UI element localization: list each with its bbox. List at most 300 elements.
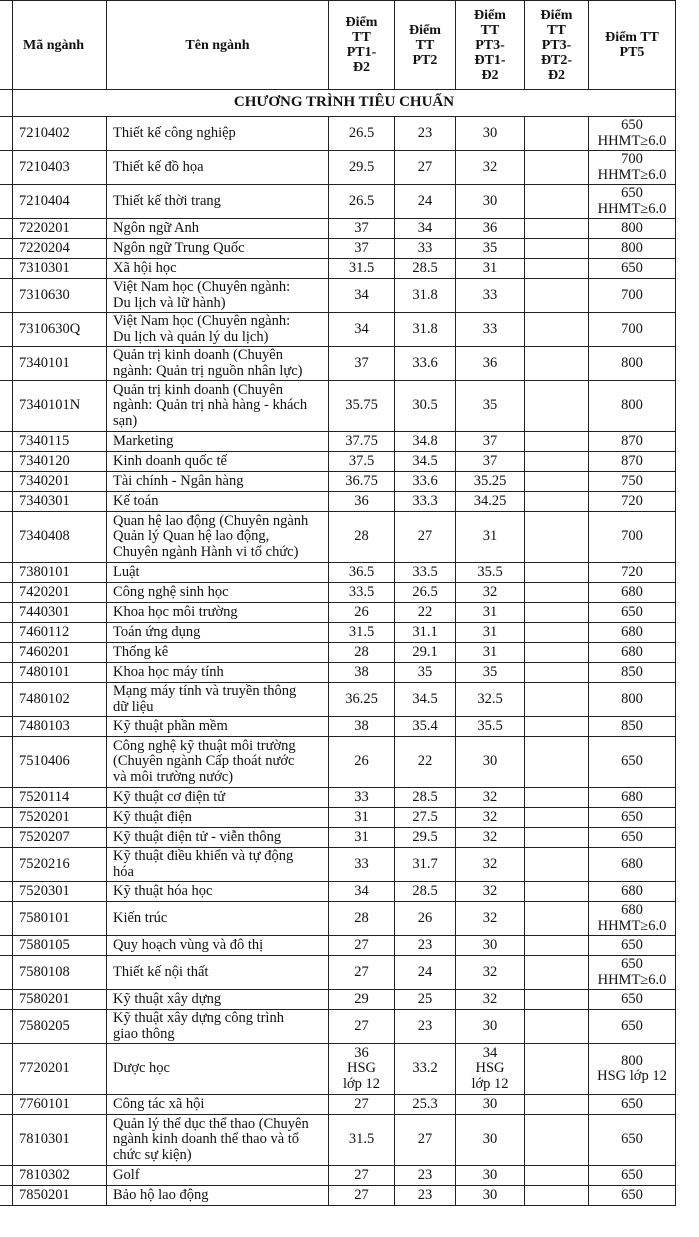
row-pt5 [589,185,676,219]
text-line: 750 [621,472,643,489]
text-line: 27 [354,1166,369,1183]
row-pt3-dt2 [525,239,589,259]
text-line: 680 [621,902,643,918]
row-pt3-dt2 [525,1186,589,1206]
row-name [107,381,329,432]
row-pt3-dt2 [525,563,589,583]
row-name [107,717,329,737]
row-pt5 [589,882,676,902]
row-stub [0,347,13,381]
text-line: 37.75 [345,432,378,449]
row-code: 7340201 [13,472,107,492]
text-line: 37 [354,354,369,371]
table-row [0,381,676,432]
row-pt3-dt1 [456,563,525,583]
row-pt2: 27.5 [395,808,456,828]
row-pt5 [589,623,676,643]
header-stub [0,1,13,90]
text-line: Điểm TT [605,30,659,45]
row-code: 7310630 [13,279,107,313]
text-line: Du lịch và quản lý du lịch) [113,328,269,345]
table-row [0,472,676,492]
row-pt1 [329,1115,395,1166]
row-stub [0,663,13,683]
text-line: 37 [354,219,369,236]
text-line: và môi trường nước) [113,768,234,785]
text-line: 700 [621,286,643,303]
text-line: 32 [482,158,498,175]
row-stub [0,432,13,452]
row-name [107,347,329,381]
row-name [107,313,329,347]
row-code: 7760101 [13,1095,107,1115]
row-pt5 [589,643,676,663]
row-pt3-dt2 [525,432,589,452]
text-line: 26 [354,753,369,770]
row-pt2: 28.5 [395,788,456,808]
row-pt3-dt1 [456,663,525,683]
row-pt2: 33.2 [395,1044,456,1095]
text-line: 30 [482,1095,498,1112]
row-stub [0,623,13,643]
table-row [0,185,676,219]
row-pt3-dt1 [456,808,525,828]
row-stub [0,683,13,717]
row-name [107,492,329,512]
row-pt3-dt2 [525,663,589,683]
row-pt1 [329,381,395,432]
row-pt5 [589,1044,676,1095]
row-code: 7520201 [13,808,107,828]
row-stub [0,452,13,472]
row-pt1 [329,313,395,347]
row-name [107,882,329,902]
row-stub [0,472,13,492]
row-pt3-dt2 [525,347,589,381]
text-line: Kỹ thuật xây dựng [113,990,222,1007]
row-pt1 [329,239,395,259]
text-line: Kỹ thuật điều khiển và tự động [113,848,294,864]
row-code: 7460112 [13,623,107,643]
text-line: Việt Nam học (Chuyên ngành: [113,279,291,295]
header-code: Mã ngành [13,1,107,90]
text-line: 37 [482,432,498,449]
text-line: 28 [354,528,369,545]
row-pt3-dt1 [456,259,525,279]
row-pt3-dt2 [525,848,589,882]
text-line: 800 [621,1052,643,1069]
text-line: Tài chính - Ngân hàng [113,472,244,489]
text-line: 31.5 [348,259,375,276]
row-pt5 [589,663,676,683]
row-pt2: 27 [395,512,456,563]
row-code: 7580101 [13,902,107,936]
row-pt2: 26 [395,902,456,936]
row-pt3-dt2 [525,512,589,563]
text-line: 32 [482,855,498,872]
text-line: 32 [482,990,498,1007]
header-pt2 [395,1,456,90]
row-pt3-dt1 [456,1166,525,1186]
row-pt3-dt2 [525,990,589,1010]
row-name [107,1186,329,1206]
text-line: 31 [482,603,498,620]
row-name [107,1166,329,1186]
text-line: Du lịch và lữ hành) [113,294,226,311]
row-code: 7340101N [13,381,107,432]
text-line: Thống kê [113,643,169,660]
text-line: 650 [621,936,643,953]
text-line: Thiết kế thời trang [113,192,221,209]
row-pt2: 27 [395,1115,456,1166]
text-line: 31 [482,623,498,640]
row-pt3-dt1 [456,788,525,808]
row-pt3-dt1 [456,492,525,512]
row-pt5 [589,432,676,452]
row-pt2: 35.4 [395,717,456,737]
row-code: 7520216 [13,848,107,882]
table-row [0,347,676,381]
header-pt1 [329,1,395,90]
row-stub [0,563,13,583]
text-line: Công nghệ sinh học [113,583,229,600]
row-stub [0,239,13,259]
text-line: 33 [354,788,369,805]
row-stub [0,1166,13,1186]
row-pt2: 28.5 [395,259,456,279]
row-pt1 [329,643,395,663]
text-line: 35 [482,397,498,414]
text-line: 800 [621,690,643,707]
row-code: 7580105 [13,936,107,956]
row-pt2: 28.5 [395,882,456,902]
text-line: 28 [354,643,369,660]
row-name [107,219,329,239]
text-line: 870 [621,432,643,449]
row-name [107,848,329,882]
text-line: ĐT1- [474,52,506,68]
section-stub [0,90,13,117]
text-line: Công nghệ kỹ thuật môi trường [113,737,296,754]
row-pt1 [329,683,395,717]
row-pt3-dt1 [456,219,525,239]
row-pt2: 34.8 [395,432,456,452]
row-pt3-dt2 [525,583,589,603]
row-name [107,788,329,808]
row-stub [0,1115,13,1166]
row-pt3-dt1 [456,239,525,259]
row-name [107,623,329,643]
row-stub [0,882,13,902]
row-pt3-dt2 [525,603,589,623]
text-line: hóa [113,863,134,880]
text-line: 680 [621,855,643,872]
text-line: 27 [354,936,369,953]
row-pt1 [329,492,395,512]
row-pt5 [589,583,676,603]
row-code: 7210404 [13,185,107,219]
text-line: Điểm [540,7,573,23]
row-code: 7480103 [13,717,107,737]
header-pt3-dt2 [525,1,589,90]
row-pt5 [589,828,676,848]
row-code: 7310301 [13,259,107,279]
row-stub [0,828,13,848]
text-line: 36.75 [345,472,378,489]
row-name [107,452,329,472]
row-pt3-dt1 [456,432,525,452]
row-pt1 [329,279,395,313]
row-stub [0,717,13,737]
row-pt5 [589,990,676,1010]
table-row [0,623,676,643]
row-pt1 [329,717,395,737]
row-pt5 [589,239,676,259]
row-pt3-dt1 [456,185,525,219]
row-pt2: 31.7 [395,848,456,882]
text-line: 650 [621,828,643,845]
row-pt1 [329,185,395,219]
text-line: 36 [482,219,498,236]
row-pt3-dt2 [525,259,589,279]
row-pt1 [329,1095,395,1115]
row-pt5 [589,1186,676,1206]
table-row [0,279,676,313]
row-pt3-dt1 [456,717,525,737]
text-line: 31.5 [348,623,375,640]
text-line: Kỹ thuật điện [113,808,192,825]
row-pt2: 33.5 [395,563,456,583]
row-pt3-dt2 [525,151,589,185]
text-line: 31 [482,259,498,276]
row-name [107,936,329,956]
row-stub [0,185,13,219]
row-code: 7520207 [13,828,107,848]
text-line: 30 [482,936,498,953]
row-pt3-dt2 [525,472,589,492]
row-code: 7340301 [13,492,107,512]
row-pt3-dt1 [456,1115,525,1166]
text-line: HHMT≥6.0 [597,917,667,934]
row-pt1 [329,990,395,1010]
header-row [0,1,676,90]
text-line: 29.5 [348,158,375,175]
table-row [0,643,676,663]
text-line: PT2 [412,52,438,68]
row-pt1 [329,1166,395,1186]
table-row [0,717,676,737]
row-name [107,259,329,279]
row-pt2: 25 [395,990,456,1010]
text-line: HSG [346,1060,376,1077]
row-pt1 [329,936,395,956]
row-stub [0,956,13,990]
row-pt1 [329,219,395,239]
text-line: 30 [482,124,498,141]
text-line: 35.5 [477,717,503,734]
text-line: 34 [482,1044,498,1061]
text-line: Xã hội học [113,259,177,276]
row-code: 7810302 [13,1166,107,1186]
row-pt5 [589,563,676,583]
text-line: dữ liệu [113,698,154,715]
row-pt1 [329,788,395,808]
text-line: 650 [621,1131,643,1148]
text-line: 34 [354,320,369,337]
text-line: 34.25 [473,492,507,509]
row-pt2: 33.3 [395,492,456,512]
text-line: 27 [354,1186,369,1203]
row-stub [0,1010,13,1044]
text-line: ngành kinh doanh thể thao và tổ [113,1131,300,1148]
row-pt5 [589,219,676,239]
row-name [107,1044,329,1095]
text-line: 30 [482,1017,498,1034]
row-code: 7220204 [13,239,107,259]
table-row [0,1115,676,1166]
table-row [0,239,676,259]
text-line: 30 [482,753,498,770]
row-pt2: 33 [395,239,456,259]
row-pt2: 34 [395,219,456,239]
table-row [0,492,676,512]
row-stub [0,737,13,788]
text-line: 37.5 [348,452,375,469]
row-pt2: 33.6 [395,347,456,381]
row-stub [0,151,13,185]
row-pt3-dt2 [525,492,589,512]
row-pt5 [589,956,676,990]
row-pt1 [329,512,395,563]
row-pt5 [589,788,676,808]
text-line: 32 [482,788,498,805]
row-pt3-dt1 [456,347,525,381]
row-pt3-dt2 [525,1115,589,1166]
text-line: (Chuyên ngành Cấp thoát nước [113,753,295,770]
row-pt1 [329,902,395,936]
text-line: 650 [621,259,643,276]
row-pt1 [329,737,395,788]
row-pt1 [329,432,395,452]
text-line: 28 [354,909,369,926]
row-stub [0,313,13,347]
row-name [107,643,329,663]
text-line: 26.5 [348,124,375,141]
section-title: CHƯƠNG TRÌNH TIÊU CHUẨN [13,90,676,117]
row-code: 7520301 [13,882,107,902]
text-line: Ngôn ngữ Trung Quốc [113,239,245,256]
row-name [107,956,329,990]
text-line: 33 [482,320,498,337]
text-line: 650 [621,117,643,133]
text-line: Kỹ thuật hóa học [113,882,213,899]
row-pt1 [329,603,395,623]
row-pt3-dt1 [456,603,525,623]
text-line: 30 [482,1131,498,1148]
row-pt3-dt2 [525,936,589,956]
header-name: Tên ngành [107,1,329,90]
text-line: giao thông [113,1025,175,1042]
row-pt3-dt2 [525,737,589,788]
text-line: Mạng máy tính và truyền thông [113,683,297,699]
row-pt2: 23 [395,1010,456,1044]
row-stub [0,492,13,512]
table-row [0,313,676,347]
text-line: Thiết kế nội thất [113,963,209,980]
text-line: TT [415,37,435,53]
text-line: Kỹ thuật điện tử - viễn thông [113,828,282,845]
row-code: 7510406 [13,737,107,788]
text-line: 37 [354,239,369,256]
text-line: Quan hệ lao động (Chuyên ngành [113,512,309,529]
text-line: 680 [621,623,643,640]
text-line: PT3- [475,37,505,53]
text-line: 32 [482,882,498,899]
row-pt3-dt1 [456,1186,525,1206]
row-pt3-dt2 [525,381,589,432]
row-pt2: 31.1 [395,623,456,643]
text-line: PT1- [346,45,377,60]
row-pt3-dt2 [525,1044,589,1095]
row-name [107,185,329,219]
text-line: 32.5 [477,690,503,707]
table-row [0,432,676,452]
row-pt2: 31.8 [395,279,456,313]
row-stub [0,1044,13,1095]
row-pt1 [329,117,395,151]
section-row [0,90,676,117]
header-pt5 [589,1,676,90]
row-stub [0,848,13,882]
row-pt1 [329,1044,395,1095]
table-row [0,683,676,717]
row-stub [0,808,13,828]
table-row [0,1044,676,1095]
table-body [0,90,676,1206]
text-line: lớp 12 [342,1075,381,1092]
row-pt2: 35 [395,663,456,683]
row-pt2: 22 [395,603,456,623]
text-line: 33 [354,855,369,872]
row-pt5 [589,472,676,492]
row-pt3-dt1 [456,583,525,603]
text-line: 650 [621,185,643,201]
text-line: 35 [482,239,498,256]
row-pt1 [329,563,395,583]
text-line: lớp 12 [471,1075,509,1092]
row-name [107,1095,329,1115]
row-pt2: 33.6 [395,472,456,492]
row-stub [0,788,13,808]
row-pt5 [589,512,676,563]
table-row [0,882,676,902]
row-pt5 [589,313,676,347]
row-code: 7480102 [13,683,107,717]
text-line: 31 [354,828,369,845]
row-pt5 [589,848,676,882]
row-pt3-dt2 [525,185,589,219]
text-line: Toán ứng dụng [113,623,201,640]
text-line: Ngôn ngữ Anh [113,219,200,236]
row-pt1 [329,452,395,472]
row-stub [0,1095,13,1115]
row-pt1 [329,472,395,492]
text-line: 38 [354,717,369,734]
table-row [0,1166,676,1186]
row-pt3-dt2 [525,902,589,936]
row-pt5 [589,717,676,737]
text-line: Chuyên ngành Hành vi tổ chức) [113,543,299,560]
